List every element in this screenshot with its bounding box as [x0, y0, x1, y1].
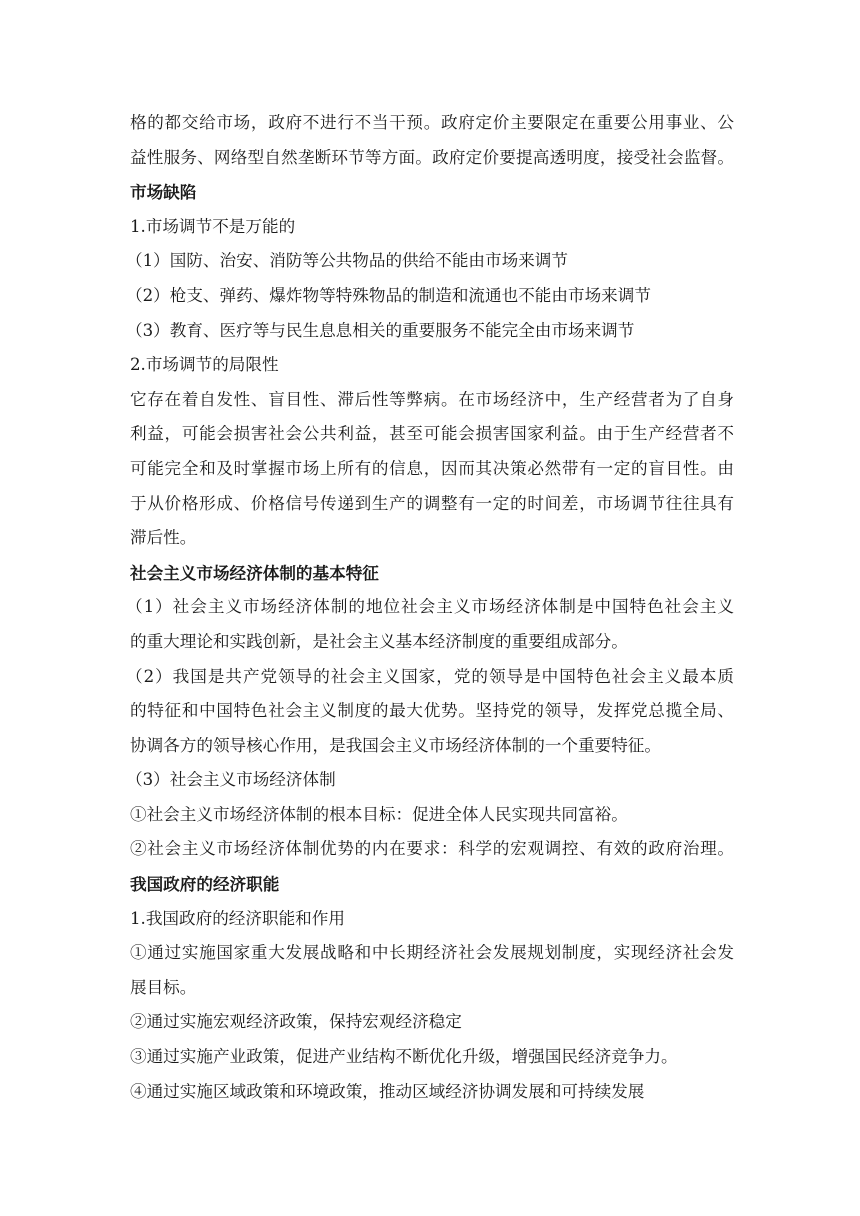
- text-line: ④通过实施区域政策和环境政策，推动区域经济协调发展和可持续发展: [130, 1081, 645, 1101]
- text-line: 它存在着自发性、盲目性、滞后性等弊病。在市场经济中，生产经营者为了自身: [130, 389, 734, 409]
- text-line: ①社会主义市场经济体制的根本目标：促进全体人民实现共同富裕。: [130, 804, 628, 824]
- text-line: ②通过实施宏观经济政策，保持宏观经济稳定: [130, 1012, 462, 1032]
- text-line: （3）教育、医疗等与民生息息相关的重要服务不能完全由市场来调节: [126, 320, 635, 340]
- section-heading: 我国政府的经济职能: [130, 874, 280, 895]
- text-line: （2）枪支、弹药、爆炸物等特殊物品的制造和流通也不能由市场来调节: [126, 285, 651, 305]
- text-line: 协调各方的领导核心作用，是我国会主义市场经济体制的一个重要特征。: [130, 735, 661, 755]
- text-line: 的特征和中国特色社会主义制度的最大优势。坚持党的领导，发挥党总揽全局、: [130, 701, 734, 721]
- text-line: 1.我国政府的经济职能和作用: [130, 908, 345, 928]
- text-line: 展目标。: [130, 977, 197, 997]
- text-line: 利益，可能会损害社会公共利益，甚至可能会损害国家利益。由于生产经营者不: [130, 424, 734, 444]
- text-line: 的重大理论和实践创新，是社会主义基本经济制度的重要组成部分。: [130, 631, 628, 651]
- section-heading: 市场缺陷: [130, 182, 197, 203]
- text-line: 滞后性。: [130, 528, 197, 548]
- text-line: （1）国防、治安、消防等公共物品的供给不能由市场来调节: [126, 251, 568, 271]
- text-line: 益性服务、网络型自然垄断环节等方面。政府定价要提高透明度，接受社会监督。: [130, 147, 734, 167]
- document-page: [126, 106, 734, 1109]
- text-line: 于从价格形成、价格信号传递到生产的调整有一定的时间差，市场调节往往具有: [130, 493, 734, 513]
- text-line: 格的都交给市场，政府不进行不当干预。政府定价主要限定在重要公用事业、公: [130, 113, 734, 132]
- text-line: ③通过实施产业政策，促进产业结构不断优化升级，增强国民经济竞争力。: [130, 1047, 678, 1067]
- text-line: （1）社会主义市场经济体制的地位社会主义市场经济体制是中国特色社会主义: [126, 597, 734, 617]
- text-line: ①通过实施国家重大发展战略和中长期经济社会发展规划制度，实现经济社会发: [130, 943, 734, 963]
- text-line: ②社会主义市场经济体制优势的内在要求：科学的宏观调控、有效的政府治理。: [130, 839, 734, 859]
- section-heading: 社会主义市场经济体制的基本特征: [130, 562, 379, 583]
- text-line: 2.市场调节的局限性: [130, 355, 279, 375]
- text-line: 可能完全和及时掌握市场上所有的信息，因而其决策必然带有一定的盲目性。由: [130, 458, 734, 478]
- text-line: （3）社会主义市场经济体制: [126, 770, 336, 790]
- text-line: 1.市场调节不是万能的: [130, 216, 296, 236]
- text-line: （2）我国是共产党领导的社会主义国家，党的领导是中国特色社会主义最本质: [126, 666, 734, 686]
